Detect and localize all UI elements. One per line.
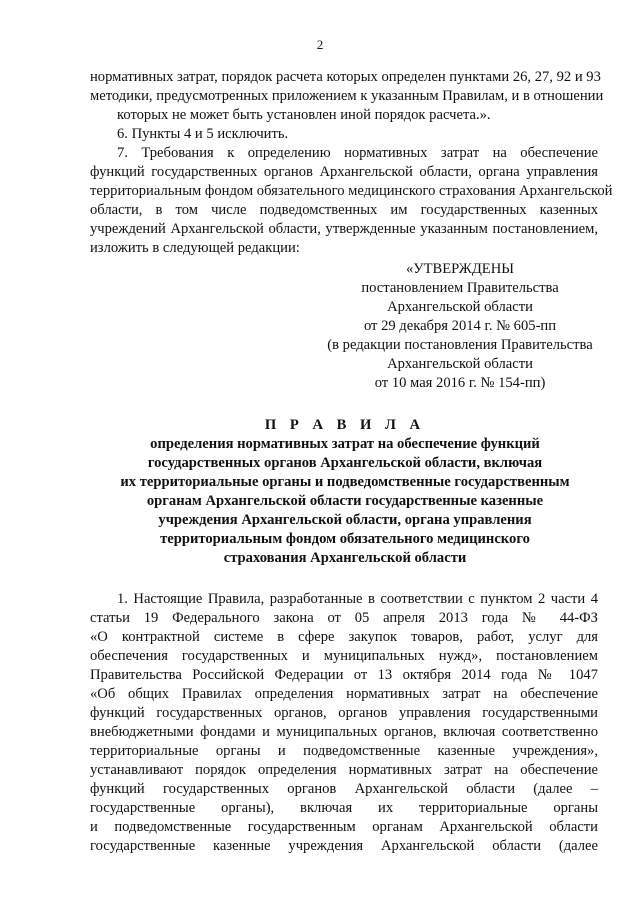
rules-title	[90, 416, 600, 568]
text-line: 7. Требования к определению нормативных затрат на обеспечение	[117, 145, 598, 161]
text-line: изложить в следующей редакции:	[90, 240, 300, 256]
approval-block	[300, 260, 620, 393]
text-line: 1. Настоящие Правила, разработанные в соответствии с пунктом 2 части 4	[117, 591, 598, 607]
title-line: территориальным фондом обязательного медицинского	[160, 531, 530, 547]
text-line: и подведомственные государственным органам Архангельской области	[90, 819, 598, 835]
text-line: территориальным фондом обязательного медицинского страхования Архангельской	[90, 183, 613, 199]
text-line: территориальные органы и подведомственные казенные учреждения»,	[90, 743, 598, 759]
top-paragraph	[90, 68, 613, 258]
item-6: 6. Пункты 4 и 5 исключить.	[117, 126, 289, 142]
text-line: области, в том числе подведомственных им государственных казенных	[90, 202, 598, 218]
title-line: государственных органов Архангельской области, включая	[147, 455, 543, 471]
approval-line: от 29 декабря 2014 г. № 605-пп	[363, 318, 557, 334]
text-line: государственные казенные учреждения Архангельской области (далее	[90, 838, 598, 854]
text-line: функций государственных органов Архангельской области (далее –	[90, 781, 598, 797]
approval-line: (в редакции постановления Правительства	[327, 337, 593, 353]
text-line: статьи 19 Федерального закона от 05 апреля 2013 года № 44-ФЗ	[90, 610, 598, 626]
text-line: обеспечения государственных и муниципальных нужд», постановлением	[90, 648, 598, 664]
text-line: которых не может быть установлен иной порядок расчета.».	[117, 107, 491, 123]
title-line: страхования Архангельской области	[223, 550, 467, 566]
title-line: учреждения Архангельской области, органа управления	[158, 512, 532, 528]
text-line: устанавливают порядок определения нормативных затрат на обеспечение	[90, 762, 598, 778]
page-number: 2	[316, 37, 324, 52]
approval-line: Архангельской области	[387, 356, 533, 372]
text-line: методики, предусмотренных приложением к указанным Правилам, и в отношении	[90, 88, 604, 104]
rules-heading: П Р А В И Л А	[264, 417, 426, 433]
title-line: органам Архангельской области государственные казенные	[146, 493, 544, 509]
text-line: функций государственных органов Архангельской области, органа управления	[90, 164, 598, 180]
text-line: «О контрактной системе в сфере закупок товаров, работ, услуг для	[90, 629, 598, 645]
main-paragraph	[90, 590, 598, 856]
text-line: функций государственных органов, органов управления государственными	[90, 705, 598, 721]
title-line: определения нормативных затрат на обеспечение функций	[150, 436, 540, 452]
approval-line: Архангельской области	[387, 299, 533, 315]
approval-line: от 10 мая 2016 г. № 154-пп)	[374, 375, 546, 391]
approval-line: «УТВЕРЖДЕНЫ	[405, 261, 514, 277]
text-line: учреждений Архангельской области, утвержденные указанным постановлением,	[90, 221, 598, 237]
text-line: внебюджетными фондами и муниципальных органов, включая соответственно	[90, 724, 598, 740]
approval-line: постановлением Правительства	[361, 280, 559, 296]
text-line: Правительства Российской Федерации от 13 октября 2014 года № 1047	[90, 667, 598, 683]
text-line: «Об общих Правилах определения нормативных затрат на обеспечение	[90, 686, 598, 702]
title-line: их территориальные органы и подведомственные государственным	[120, 474, 570, 490]
text-line: государственные органы), включая их территориальные органы	[90, 800, 598, 816]
text-line: нормативных затрат, порядок расчета которых определен пунктами 26, 27, 92 и 93	[90, 69, 601, 85]
